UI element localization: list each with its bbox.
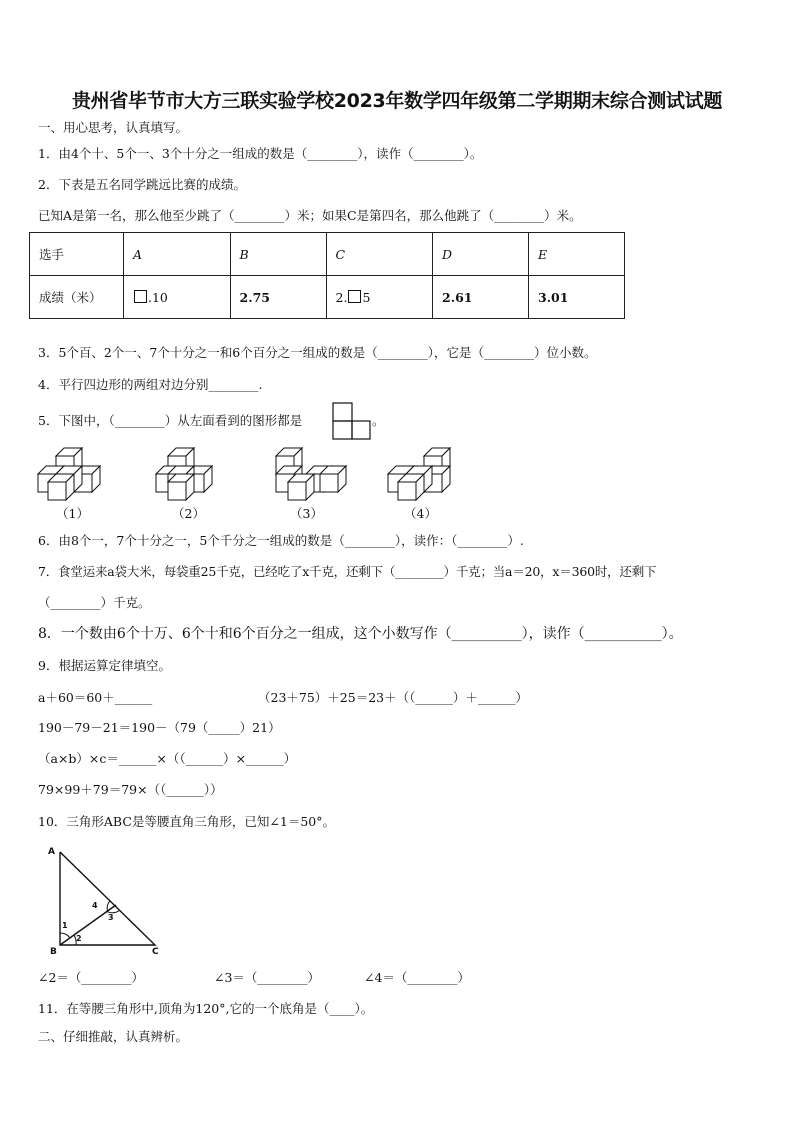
vertex-c-label: C — [152, 947, 159, 957]
question-7-line-2: （________）千克。 — [38, 595, 151, 610]
formula-1: a＋60＝60＋______ — [38, 690, 153, 705]
question-10-text: 10．三角形ABC是等腰直角三角形，已知∠1＝50°。 — [38, 814, 335, 829]
score-c-digits-after: 5 — [362, 289, 371, 305]
question-9-intro: 9．根据运算定律填空。 — [38, 658, 171, 673]
player-a: A — [124, 233, 231, 276]
figure-caption-1: （1） — [56, 506, 89, 521]
formula-5: 79×99＋79＝79×（（______）） — [38, 782, 223, 797]
angle-4-answer: ∠4＝（________） — [364, 970, 470, 985]
question-5-end: 。 — [372, 413, 385, 428]
question-2-text: 已知A是第一名，那么他至少跳了（________）米；如果C是第四名，那么他跳了（________）米。 — [38, 208, 582, 223]
formula-2: （23＋75）＋25＝23＋（（______）＋______） — [258, 690, 528, 705]
score-b: 2.75 — [230, 276, 326, 319]
question-6: 6．由8个一，7个十分之一，5个千分之一组成的数是（________），读作：（________）. — [38, 533, 524, 548]
blank-box — [134, 290, 147, 303]
left-view-shape — [332, 402, 372, 440]
blank-box — [348, 290, 361, 303]
question-3: 3．5个百、2个一、7个十分之一和6个百分之一组成的数是（________），它是（________）位小数。 — [38, 345, 597, 360]
cube-figure-4 — [388, 448, 450, 500]
table-row — [30, 233, 625, 276]
question-2-intro: 2．下表是五名同学跳远比赛的成绩。 — [38, 177, 246, 192]
angle-1-arc — [60, 933, 70, 938]
vertex-a-label: A — [48, 847, 55, 857]
angle-4-label: 4 — [92, 901, 98, 910]
score-d: 2.61 — [433, 276, 529, 319]
angle-1-label: 1 — [62, 921, 68, 930]
table-row-label: 成绩（米） — [30, 276, 124, 319]
formula-3: 190－79－21＝190－（79（_____）21） — [38, 720, 281, 735]
triangle-abc — [60, 852, 155, 945]
figure-caption-3: （3） — [290, 506, 323, 521]
player-b: B — [230, 233, 326, 276]
question-5-text — [38, 413, 302, 429]
cube-figure-2 — [156, 448, 212, 500]
question-4: 4．平行四边形的两组对边分别________. — [38, 377, 263, 392]
cube-figure-3 — [276, 448, 346, 500]
section-heading-1: 一、用心思考，认真填写。 — [38, 120, 189, 135]
triangle-figure — [40, 842, 170, 960]
score-a-digits: .10 — [148, 289, 168, 305]
question-7-line-1: 7．食堂运来a袋大米，每袋重25千克，已经吃了x千克，还剩下（________）千克；当a＝20，x＝360时，还剩下 — [38, 564, 657, 579]
score-e: 3.01 — [529, 276, 625, 319]
figure-caption-4: （4） — [404, 506, 437, 521]
question-1: 1．由4个十、5个一、3个十分之一组成的数是（________），读作（________）。 — [38, 146, 483, 161]
angle-3-label: 3 — [108, 913, 114, 922]
angle-2-answer: ∠2＝（________） — [38, 970, 144, 985]
cube-figure-1 — [38, 448, 100, 500]
score-c-digits-before: 2. — [335, 289, 348, 305]
vertex-b-label: B — [50, 947, 57, 957]
question-5-label: 5．下图中，（________）从左面看到的图形都是 — [38, 413, 303, 428]
player-d: D — [433, 233, 529, 276]
cube-figures — [30, 442, 460, 502]
player-e: E — [529, 233, 625, 276]
formula-4: （a×b）×c＝______×（（______）×______） — [38, 751, 297, 766]
angle-2-label: 2 — [76, 934, 82, 943]
section-heading-2: 二、仔细推敲，认真辨析。 — [38, 1029, 189, 1044]
player-c: C — [326, 233, 433, 276]
angle-3-answer: ∠3＝（________） — [214, 970, 320, 985]
page-title: 贵州省毕节市大方三联实验学校2023年数学四年级第二学期期末综合测试试题 — [71, 90, 723, 112]
score-a — [124, 276, 231, 319]
question-11: 11．在等腰三角形中,顶角为120°,它的一个底角是（____）。 — [38, 1001, 374, 1016]
score-c — [326, 276, 433, 319]
table-row — [30, 276, 625, 319]
question-8: 8．一个数由6个十万、6个十和6个百分之一组成，这个小数写作（__________），读作（___________）。 — [38, 626, 683, 642]
table-header-label: 选手 — [30, 233, 124, 276]
score-table — [29, 232, 625, 319]
figure-caption-2: （2） — [172, 506, 205, 521]
